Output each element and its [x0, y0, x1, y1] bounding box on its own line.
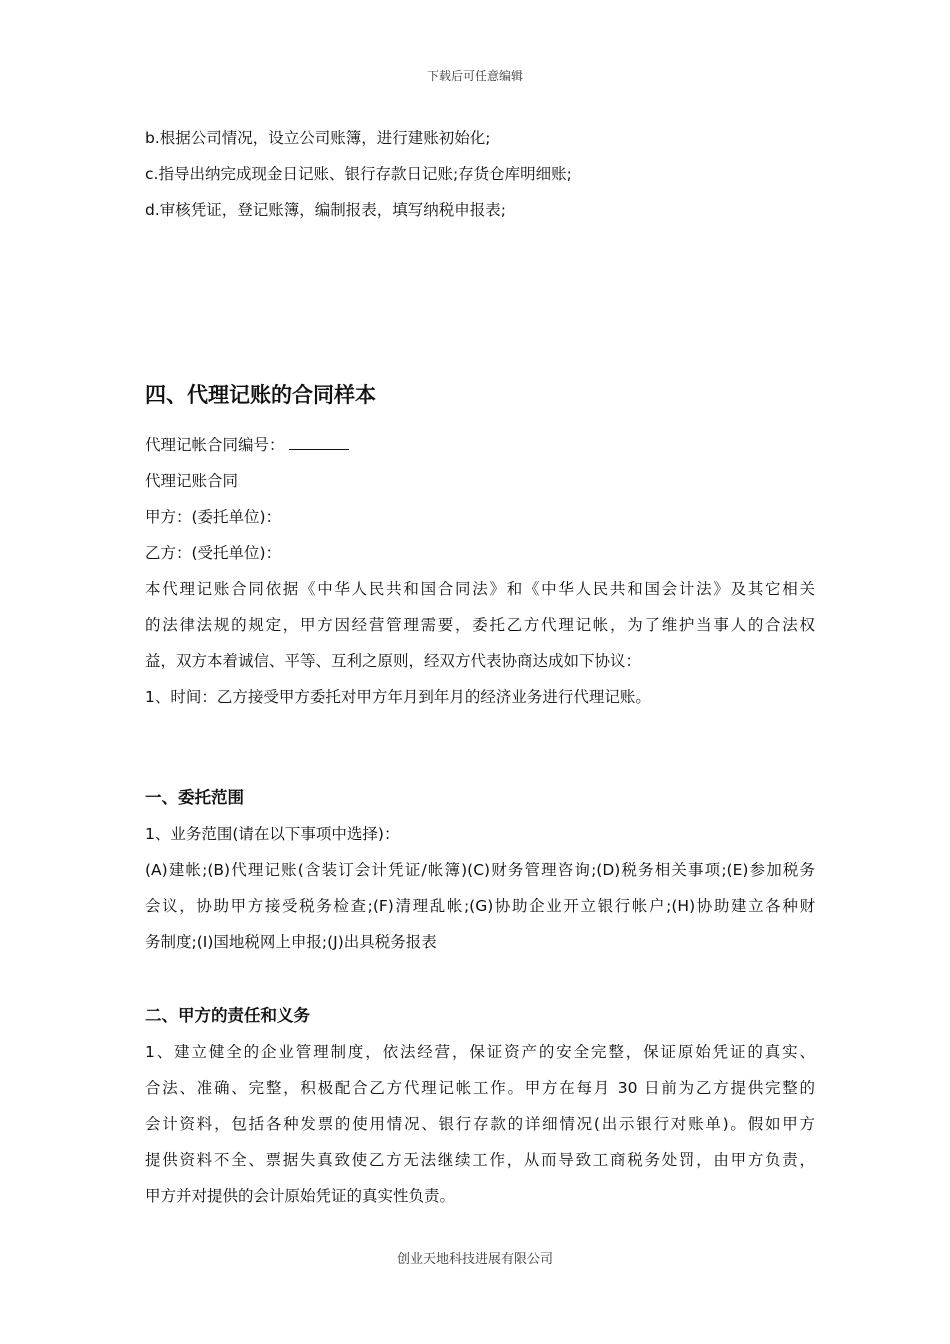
page-footer: 创业天地科技进展有限公司	[396, 1252, 553, 1267]
scope-line: (A)建帐;(B)代理记账(含装订会计凭证/帐簿)(C)财务管理咨询;(D)税务相关事项;(E)参加税务	[145, 861, 815, 879]
duties-line: 合法、准确、完整，积极配合乙方代理记帐工作。甲方在每月 30 日前为乙方提供完整的	[145, 1079, 815, 1097]
contract-number-label: 代理记帐合同编号：	[145, 436, 285, 454]
list-item-b: b.根据公司情况，设立公司账簿，进行建账初始化;	[145, 129, 491, 147]
list-item-d: d.审核凭证，登记账簿，编制报表，填写纳税申报表;	[145, 201, 506, 219]
contract-number-line	[145, 435, 815, 455]
party-b-line: 乙方：(受托单位)：	[145, 544, 282, 562]
section-heading-duties: 二、甲方的责任和义务	[145, 1006, 310, 1025]
section-heading-scope: 一、委托范围	[145, 788, 244, 807]
page-header: 下载后可任意编辑	[426, 69, 523, 83]
duties-line: 提供资料不全、票据失真致使乙方无法继续工作，从而导致工商税务处罚，由甲方负责，	[145, 1151, 815, 1169]
list-item-c: c.指导出纳完成现金日记账、银行存款日记账;存货仓库明细账;	[145, 165, 572, 183]
intro-line: 益，双方本着诚信、平等、互利之原则，经双方代表协商达成如下协议：	[145, 652, 642, 670]
party-a-line: 甲方：(委托单位)：	[145, 508, 282, 526]
section-title-contract-sample: 四、代理记账的合同样本	[145, 383, 376, 407]
intro-line: 本代理记账合同依据《中华人民共和国合同法》和《中华人民共和国会计法》及其它相关	[145, 580, 815, 598]
scope-line: 会议，协助甲方接受税务检查;(F)清理乱帐;(G)协助企业开立银行帐户;(H)协助建立各种财	[145, 897, 815, 915]
scope-line: 务制度;(I)国地税网上申报;(J)出具税务报表	[145, 933, 437, 951]
time-clause: 1、时间：乙方接受甲方委托对甲方年月到年月的经济业务进行代理记账。	[145, 688, 651, 706]
contract-title: 代理记账合同	[145, 472, 239, 490]
duties-line: 1、建立健全的企业管理制度，依法经营，保证资产的安全完整，保证原始凭证的真实、	[145, 1043, 815, 1061]
scope-item-1: 1、业务范围(请在以下事项中选择)：	[145, 825, 400, 843]
duties-line: 甲方并对提供的会计原始凭证的真实性负责。	[145, 1187, 456, 1205]
intro-line: 的法律法规的规定，甲方因经营管理需要，委托乙方代理记帐，为了维护当事人的合法权	[145, 616, 815, 634]
duties-line: 会计资料，包括各种发票的使用情况、银行存款的详细情况(出示银行对账单)。假如甲方	[145, 1115, 815, 1133]
contract-number-blank	[289, 435, 349, 450]
